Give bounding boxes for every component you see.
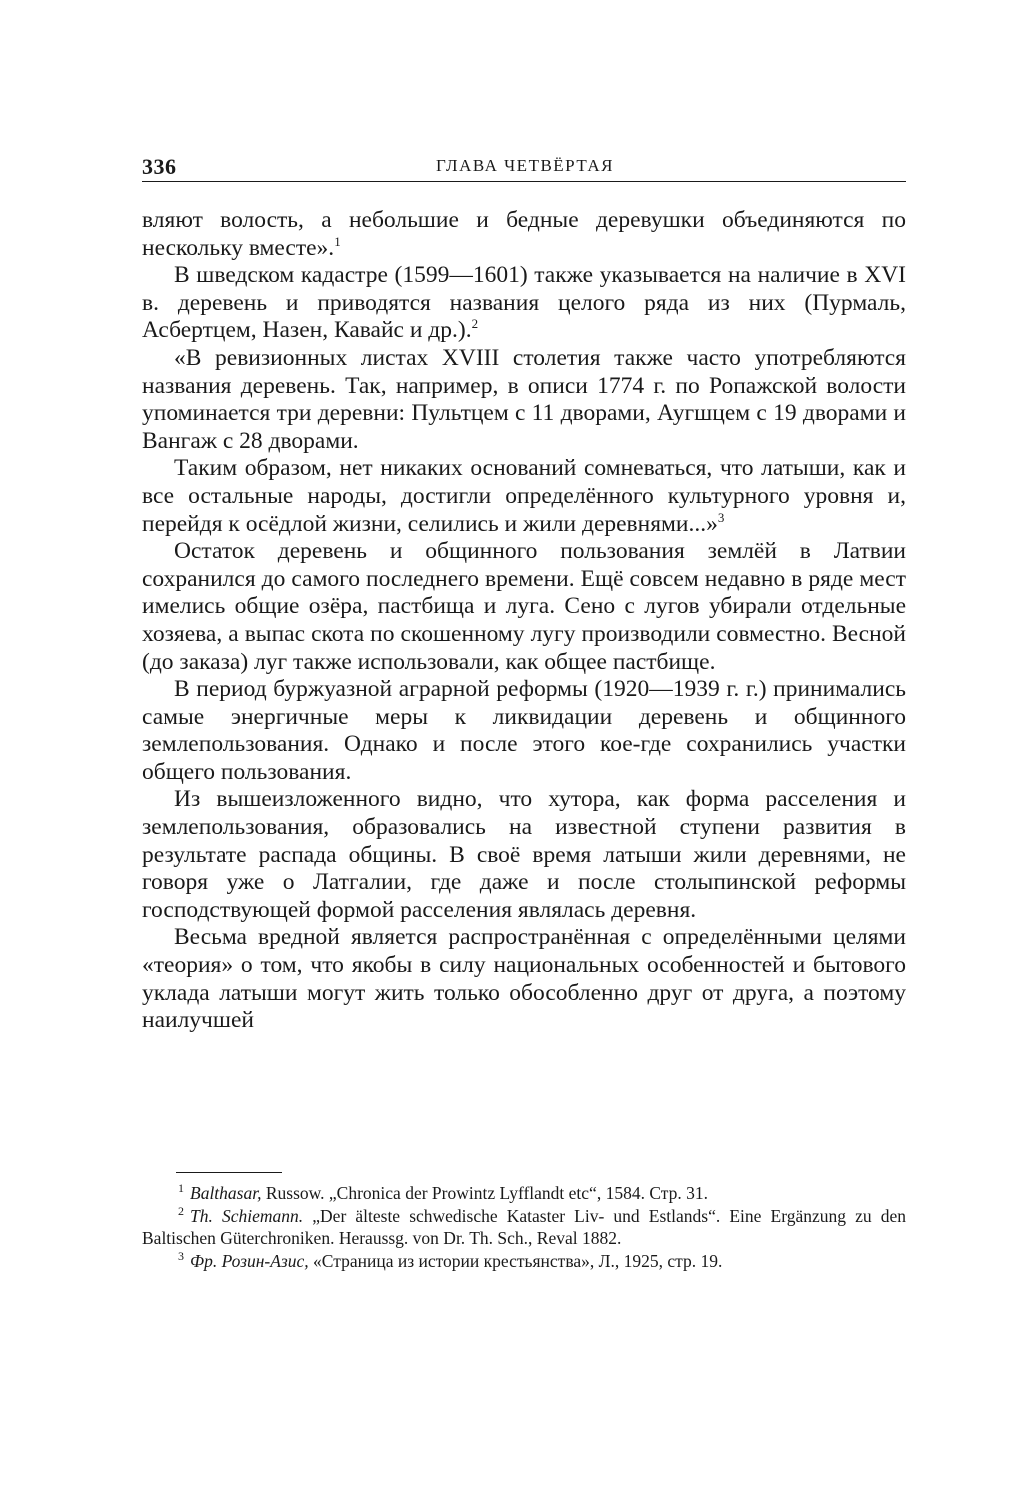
paragraph — [142, 786, 906, 924]
running-head — [142, 148, 908, 182]
footnote-number: 2 — [178, 1203, 184, 1218]
footnote-ref[interactable]: 1 — [334, 233, 341, 249]
paragraph — [142, 345, 906, 455]
footnote-number: 3 — [178, 1248, 184, 1263]
footnote-author: Фр. Розин-Азис, — [190, 1250, 309, 1271]
header-rule — [142, 181, 906, 182]
footnote-text: «Страница из истории крестьянства», Л., 1925, стр. 19. — [313, 1250, 723, 1271]
paragraph — [142, 207, 906, 262]
footnote-rule — [176, 1172, 282, 1173]
footnote-text: „Der älteste schwedische Kataster Liv- und Estlands“. Eine Ergänzung zu den Baltischen Güterchroniken. Heraussg. von Dr. Th. Sch., Reval 1882. — [142, 1205, 907, 1248]
paragraph-text: «В ревизионных листах XVIII столетия также часто употребляются названия деревень. Так, например, в описи 1774 г. по Ропажской волости упоминается три деревни: Пультцем с 11 дворами, Аугшцем с 19 дворами и Вангаж с 28 дворами. — [142, 344, 906, 454]
footnote-author: Th. Schiemann. — [190, 1205, 304, 1226]
main-text — [142, 207, 906, 1035]
footnote-ref[interactable]: 3 — [717, 509, 725, 525]
paragraph — [142, 538, 906, 676]
paragraph-text: Из вышеизложенного видно, что хутора, как форма расселения и землепользования, образовались на известной ступени развития в результате распада общины. В своё время латыши жили деревнями, не говоря уже о Латгалии, где даже и после столыпинской реформы господствующей формой расселения являлась деревня. — [142, 786, 906, 923]
paragraph-text: вляют волость, а небольшие и бедные деревушки объединяются по нескольку вместе». — [142, 207, 906, 261]
paragraph-text: В период буржуазной аграрной реформы (1920—1939 г. г.) принимались самые энергичные меры к ликвидации деревень и общинного землепользования. Однако и после этого кое-где сохранились участки общего пользования. — [142, 676, 906, 785]
footnotes — [142, 1182, 906, 1272]
paragraph-text: В шведском кадастре (1599—1601) также указывается на наличие в XVI в. деревень и приводятся названия целого ряда из них (Пурмаль, Асбертцем, Назен, Кавайс и др.). — [142, 262, 906, 344]
paragraph-text: Остаток деревень и общинного пользования землёй в Латвии сохранился до самого последнего времени. Ещё совсем недавно в ряде мест имелись общие озёра, пастбища и луга. Сено с лугов убирали отдельные хозяева, а выпас скота по скошенному лугу производили совместно. Весной (до заказа) луг также использовали, как общее пастбище. — [142, 538, 906, 675]
footnote-ref[interactable]: 2 — [471, 316, 479, 332]
page-number: 336 — [142, 154, 177, 179]
paragraph-text: Таким образом, нет никаких оснований сомневаться, что латыши, как и все остальные народы, достигли определённого культурного уровня и, перейдя к осёдлой жизни, селились и жили деревнями...» — [142, 455, 906, 537]
footnote-author: Balthasar, — [190, 1183, 262, 1203]
footnote-number: 1 — [178, 1181, 184, 1196]
paragraph — [142, 262, 906, 345]
paragraph-text: Весьма вредной является распространённая с определёнными целями «теория» о том, что якобы в силу национальных особенностей и бытового уклада латыши могут жить только обособленно друг от друга, а поэтому наилучшей — [142, 924, 906, 1034]
paragraph — [142, 455, 906, 538]
footnote — [142, 1205, 906, 1250]
paragraph — [142, 924, 906, 1034]
footnote-text: Russow. „Chronica der Prowintz Lyfflandt etc“, 1584. Стр. 31. — [265, 1183, 708, 1203]
footnote — [142, 1182, 906, 1205]
footnote — [142, 1250, 906, 1273]
paragraph — [142, 676, 906, 786]
chapter-title: ГЛАВА ЧЕТВЁРТАЯ — [435, 156, 614, 175]
